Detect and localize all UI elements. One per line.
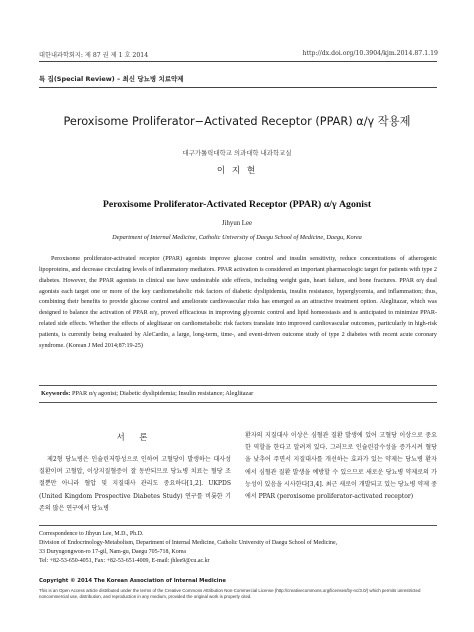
english-affiliation: Department of Internal Medicine, Catholic University of Daegu School of Medicine, Daegu, Korea [112,234,362,241]
footnote-rule [39,525,437,526]
section-rule [39,87,437,88]
correspondence-line-4: Tel: +82-53-650-4051, Fax: +82-53-651-4009, E-mail: jhlee9@cu.ac.kr [39,557,210,564]
english-author: Jihyun Lee [221,220,252,227]
copyright: Copyright © 2014 The Korean Association of Internal Medicine [39,578,226,584]
korean-author: 이 지 현 [216,166,258,176]
keywords-label: Keywords: [41,390,71,397]
header-rule [39,61,437,62]
correspondence-line-3: 33 Duryugongwon-ro 17-gil, Nam-gu, Daegu 705-718, Korea [39,548,186,555]
introduction-heading: 서 론 [116,432,154,442]
doi-link[interactable]: http://dx.doi.org/10.3904/kjm.2014.87.1.19 [302,50,438,57]
correspondence-line-2: Division of Endocrinology-Metabolism, Department of Internal Medicine, Catholic University of Daegu School of Medicine, [39,539,338,546]
korean-title: Peroxisome Proliferator−Activated Receptor (PPAR) α/γ 작용제 [63,115,411,128]
korean-affiliation: 대구가톨릭대학교 의과대학 내과학교실 [182,149,292,157]
keywords [41,390,253,397]
body-column-right: 환자의 지질대사 이상은 심혈관 질환 발생에 있어 고혈당 이상으로 중요한 역할을 한다고 알려져 있다. 그러므로 인슐린감수성을 증가시켜 혈당을 낮추어 주면서 지질대사를 개선하는 효과가 있는 약제는 당뇨병 환자에서 심혈관 질환 발생을 예방할 수 있으므로 새로운 당뇨병 약제로의 가능성이 있음을 시사한다[3,4]. 최근 새로이 개발되고 있는 당뇨병 약제 중에서 PPAR (peroxisome proliferator-activated receptor) [245,432,437,501]
english-title: Peroxisome Proliferator-Activated Receptor (PPAR) α/γ Agonist [102,199,372,210]
license-text: This is an Open Access article distributed under the terms of the Creative Commons Attribution Non-Commercial License (http://creativecommons.org/licenses/by-nc/3.0/) which permits unrestricted noncommercial use, distribution, and reproduction in any medium, provided the original work is properly cited. [39,588,421,600]
special-review-label: 특 집(Special Review) – 최신 당뇨병 치료약제 [39,75,184,83]
abstract: Peroxisome proliferator-activated receptor (PPAR) agonists improve glucose control and insulin sensitivity, reduce concentrations of atherogenic lipoproteins, and decrease circulating levels of inflammatory mediators. PPAR activation is considered an important pharmacologic target for patients with type 2 diabetes. However, the PPAR agonists in clinical use have undesirable side effects, including weight gain, heart failure, and bone fractures. PPAR α/γ dual agonists each target one or more of the key cardiometabolic risk factors of diabetic dyslipidemia, insulin resistance, hyperglycemia, and inflammation; thus, combining their benefits to provide glucose control and ameliorate cardiovascular risks has emerged as an attractive treatment option. Aleglitazar, which was designed to balance the activation of PPAR α/γ, proved efficacious in improving glycemic control and lipid homeostasis and is anticipated to minimize PPAR-related side effects. Whether the effects of aleglitazar on cardiometabolic risk factors translate into improved cardiovascular outcomes, particularly in high-risk patients, is currently being evaluated by AleCardio, a large, long-term, time-, and event-driven outcome study of type 2 diabetes with recent acute coronary syndrome. (Korean J Med 2014;87:19-25) [39,256,437,349]
correspondence [39,530,439,566]
journal-citation: 대한내과학회지: 제 87 권 제 1 호 2014 [39,52,149,59]
body-column-left: 제2형 당뇨병은 인슐린저항성으로 인하여 고혈당이 발생하는 대사성 질환이며 고혈압, 이상지질혈증이 잘 동반되므로 당뇨병 치료는 혈당 조절뿐만 아니라 혈압 및 지질대사 관리도 중요하다[1,2]. UKPDS (United Kingdom Prospective Diabetes Study) 연구를 비롯한 기존의 많은 연구에서 당뇨병 [39,456,231,512]
correspondence-line-1: Correspondence to Jihyun Lee, M.D., Ph.D. [39,531,144,537]
keywords-box [39,385,437,403]
keywords-text: PPAR α/γ agonist; Diabetic dyslipidemia; Insulin resistance; Aleglitazar [71,390,254,397]
